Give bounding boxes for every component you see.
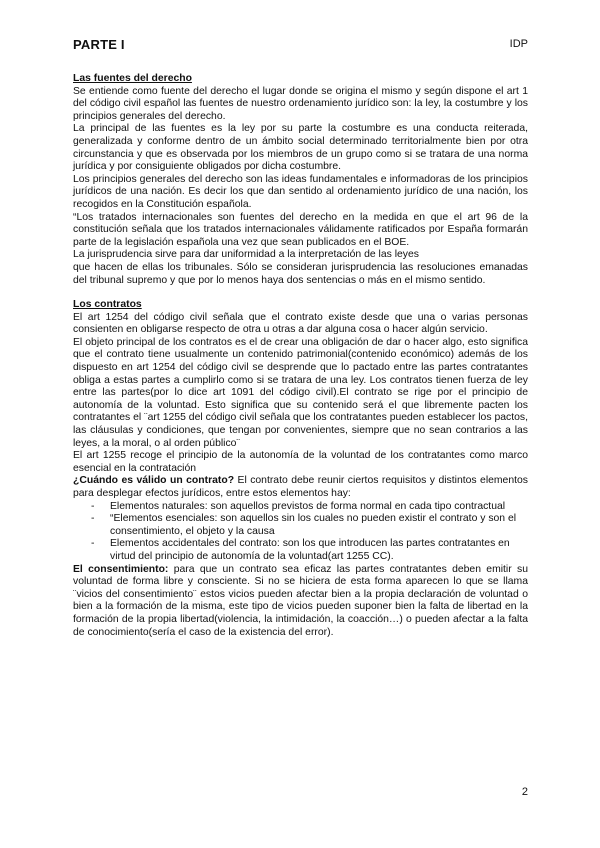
- paragraph: Se entiende como fuente del derecho el lugar donde se origina el mismo y según dispone el art 1 del código civil español las fuentes de nuestro ordenamiento jurídico son: la ley, la costumbre y los principios generales del derecho.: [73, 85, 528, 122]
- elements-list: [73, 501, 528, 564]
- list-item: [73, 538, 528, 563]
- header-title: PARTE I: [73, 37, 125, 52]
- list-item-text: Elementos accidentales del contrato: son los que introducen las partes contratantes en virtud del principio de autonomía de la voluntad(art 1255 CC).: [110, 538, 510, 562]
- question-text: El contrato debe reunir ciertos requisitos y distintos elementos para desplegar efectos jurídicos, entre estos elementos hay:: [73, 475, 528, 499]
- question-lead: ¿Cuándo es válido un contrato?: [73, 475, 235, 487]
- paragraph: La jurisprudencia sirve para dar uniformidad a la interpretación de las leyes: [73, 249, 419, 261]
- consent-paragraph: [73, 564, 528, 640]
- dash-bullet-icon: -: [91, 538, 95, 550]
- paragraph: El art 1255 recoge el principio de la autonomía de la voluntad de los contratantes como marco esencial en la contratación: [73, 450, 528, 474]
- page-number: 2: [521, 786, 528, 798]
- list-item: [73, 501, 528, 514]
- list-item: [73, 513, 528, 538]
- paragraph: La principal de las fuentes es la ley por su parte la costumbre es una conducta reiterada, generalizada y conforme dentro de un ámbito social determinado territorialmente bien por otra circunstancia y que es observada por los miembros de un grupo como si se tratara de una norma jurídica y por consiguiente obligados por dicha costumbre.: [73, 123, 528, 173]
- section-heading-fuentes: Las fuentes del derecho: [73, 73, 192, 84]
- section-spacer: [73, 287, 528, 299]
- list-item-text: Elementos naturales: son aquellos previstos de forma normal en cada tipo contractual: [110, 500, 506, 512]
- consent-text: para que un contrato sea eficaz las partes contratantes deben emitir su voluntad de forma libre y consciente. Si no se hiciera de esta forma aparecen lo que se llama ¨vicios del consentimiento¨ estos vicios pueden afectar bien a la propia declaración de voluntad o bien a la formación de la misma, este tipo de vicios pueden suponer bien la falta de libertad en la formación de la propia libertad(violencia, la intimidación, la coacción…) o pueden afectar a la falta de conocimiento(sería el caso de la existencia del error).: [73, 563, 528, 638]
- paragraph: “Los tratados internacionales son fuentes del derecho en la medida en que el art 96 de la constitución señala que los tratados internacionales válidamente ratificados por España formarán parte de la legislación española una vez que sean publicados en el BOE.: [73, 211, 528, 248]
- dash-bullet-icon: -: [91, 500, 95, 512]
- paragraph: que hacen de ellas los tribunales. Sólo se consideran jurisprudencia las resoluciones emanadas del tribunal supremo y que por lo menos haya dos sentencias o más en el mismo sentido.: [73, 261, 528, 286]
- header-tag: IDP: [509, 38, 528, 50]
- dash-bullet-icon: -: [91, 513, 95, 525]
- paragraph: El art 1254 del código civil señala que el contrato existe desde que una o varias personas consienten en obligarse respecto de otra u otras a dar alguna cosa o hacer algún servicio.: [73, 311, 528, 336]
- paragraph: Los principios generales del derecho son las ideas fundamentales e informadoras de los principios jurídicos de una nación. Es decir los que dan sentido al ordenamiento jurídico de una nación, los recogidos en la Constitución española.: [73, 173, 528, 210]
- list-item-text: “Elementos esenciales: son aquellos sin los cuales no pueden existir el contrato y son el consentimiento, el objeto y la causa: [110, 513, 517, 537]
- consent-lead: El consentimiento:: [73, 563, 169, 575]
- question-paragraph: [73, 475, 528, 500]
- section-heading-contratos: Los contratos: [73, 299, 142, 311]
- document-body: [73, 73, 528, 639]
- paragraph: El objeto principal de los contratos es el de crear una obligación de dar o hacer algo, esto significa que el contrato tiene usualmente un contenido patrimonial(contenido económico) además de los dispuesto en art 1254 del código civil se desprende que lo pactado entre las partes contratantes obliga a estas partes a cumplirlo como si se tratara de una ley. Los contratos tienen fuerza de ley entre las partes(por lo dice art 1091 del código civil).El contrato se rige por el principio de autonomía de la voluntad. Esto significa que su contenido será el que libremente pacten los contratantes el ¨art 1255 del código civil señala que los contratantes pueden establecer los pactos, las cláusulas y condiciones, que tengan por convenientes, siempre que no sean contrarios a las leyes, a la moral, o al orden público¨: [73, 336, 528, 449]
